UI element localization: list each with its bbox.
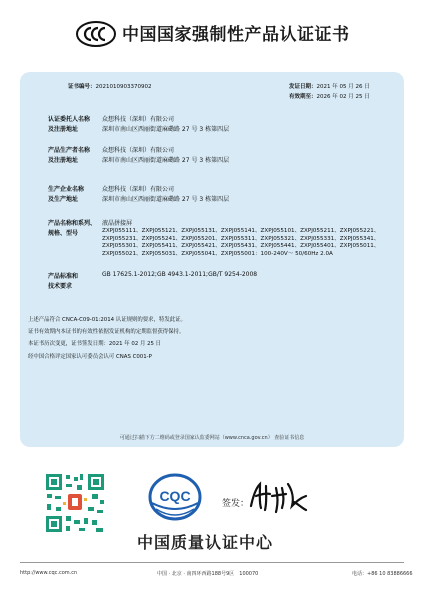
valid-until: 有效期至：2026 年 02 月 25 日 xyxy=(289,94,370,100)
client-name-label: 认证委托人名称 xyxy=(48,116,91,123)
producer-address: 深圳市南山区西丽街道麻磡路 27 号 3 栋第四层 xyxy=(102,157,230,164)
certificate-notes xyxy=(28,314,186,363)
note-line: 本证书历次变更，证书签发日期：2021 年 02 月 25 日 xyxy=(28,341,162,348)
cqc-logo-icon xyxy=(148,473,202,525)
certificate-title: 中国国家强制性产品认证证书 xyxy=(122,25,350,45)
note-line: 上述产品符合 CNCA-C09-01:2014 认证规则的要求，特发此证。 xyxy=(28,317,186,323)
issue-date: 发证日期：2021 年 05 月 26 日 xyxy=(289,84,370,90)
manufacturer-name: 众想科技（深圳）有限公司 xyxy=(102,186,175,193)
ccc-mark-icon xyxy=(76,21,116,47)
certification-center-name: 中国质量认证中心 xyxy=(137,533,274,552)
standards-label-1: 产品标准和 xyxy=(48,273,79,280)
manufacturer-addr-label: 及生产地址 xyxy=(48,196,79,203)
producer-addr-label: 及注册地址 xyxy=(48,157,79,164)
product-spec-label: 规格、型号 xyxy=(48,230,79,237)
footer-address: 中国 · 北京 · 南四环西路188号9区 100070 xyxy=(157,571,259,577)
product-name-label: 产品名称和系列、 xyxy=(48,220,97,227)
footer-website[interactable]: http://www.cqc.com.cn xyxy=(20,570,78,576)
footer-divider xyxy=(20,562,404,563)
product-models: ZXPJ055111、ZXPJ055121、ZXPJ055131、ZXPJ055141、ZXPJ055101、ZXPJ055211、ZXPJ055221、ZXPJ055231、ZXPJ055241、ZXPJ055201、ZXPJ055311、ZXPJ055321、ZXPJ055331、ZXPJ055341、ZXPJ055301、ZXPJ055411、ZXPJ055421、ZXPJ055431、ZXPJ055441、ZXPJ055401、ZXPJ055011、ZXPJ055021、ZXPJ055031、ZXPJ055041、ZXPJ055001：100-240V～ 50/60Hz 2.0A xyxy=(102,228,380,257)
svg-text:CQC: CQC xyxy=(159,488,191,504)
note-line: 经中国合格评定国家认可委员会认可 CNAS C001-P xyxy=(28,353,152,360)
verify-text: 可通过扫描下方二维码或登录国家认监委网站（www.cnca.gov.cn） 查验证书信息 xyxy=(119,435,305,441)
note-line: 证书有效期内本证书的有效性依据发证机构的定期监督获得保持。 xyxy=(28,329,185,336)
client-address: 深圳市南山区西丽街道麻磡路 27 号 3 栋第四层 xyxy=(102,126,230,133)
client-name: 众想科技（深圳）有限公司 xyxy=(102,116,175,123)
certificate-header xyxy=(0,0,423,72)
certificate-number: 证书编号：2021010903370902 xyxy=(68,84,152,90)
certificate-panel xyxy=(20,72,404,447)
manufacturer-address: 深圳市南山区西丽街道麻磡路 27 号 3 栋第四层 xyxy=(102,196,230,203)
product-name: 液晶拼接屏 xyxy=(102,220,133,227)
standards-value: GB 17625.1-2012;GB 4943.1-2011;GB/T 9254-2008 xyxy=(102,271,258,278)
qr-code-icon[interactable] xyxy=(44,472,106,534)
producer-name: 众想科技（深圳）有限公司 xyxy=(102,147,175,154)
footer-phone: 电话：+86 10 83886666 xyxy=(352,571,413,577)
signature-icon xyxy=(248,478,310,514)
standards-label-2: 技术要求 xyxy=(48,283,73,290)
client-addr-label: 及注册地址 xyxy=(48,126,79,133)
signature-label: 签发： xyxy=(222,499,250,509)
producer-name-label: 产品生产者名称 xyxy=(48,147,91,154)
manufacturer-name-label: 生产企业名称 xyxy=(48,186,85,193)
